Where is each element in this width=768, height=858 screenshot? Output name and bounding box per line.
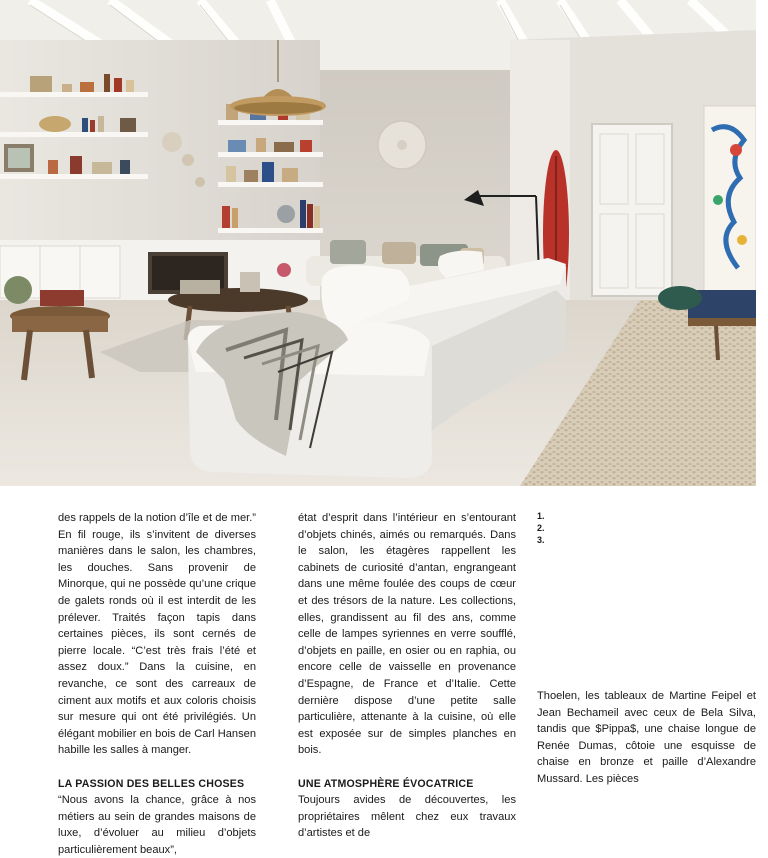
text-column-3 — [537, 510, 756, 788]
list-item: 2. — [537, 523, 545, 533]
body-paragraph: des rappels de la notion d’île et de mer.” En fil rouge, ils s’invitent de diverses manières dans le salon, les chambres, les douches. Sans provenir de Minorque, qui ne possède qu’une crique de galets ronds où il est interdit de les prélever. Traités façon tapis dans certaines pièces, ils sont cernés de pierre locale. “C’est très frais l’été et assez doux.” Dans la cuisine, en revanche, ce sont des carreaux de ciment aux motifs et aux coloris choisis sur mesure qui ont été privilégiés. Un élégant mobilier en bois de Carl Hansen habille les salles à manger. — [58, 512, 256, 757]
body-paragraph: état d’esprit dans l’intérieur en s’entourant d’objets chinés, aimés ou remarqués. Dans le salon, les étagères rappellent les cabinets de curiosité d’antan, engrangeant dans une même foulée des coups de cœur et des trésors de la nature. Les collections, elles, grandissent au fil des ans, comme celle de lampes syriennes en verre soufflé, d’objets en paille, en osier ou en raphia, ou encore celle de vaisselle en provenance d’Espagne, de France et d’Italie. Cette dernière dispose d’une petite salle particulière, attenante à la cuisine, où elle est exposée sur de simples planches en bois. — [298, 512, 516, 757]
numbered-caption-list — [537, 510, 756, 546]
text-column-1 — [58, 510, 256, 858]
body-paragraph: Thoelen, les tableaux de Martine Feipel et Jean Bechameil avec ceux de Bela Silva, tandis que $Pippa$, une chaise longue de Renée Dumas, côtoie une esquisse de chaise en bronze et paille d’Alexandre Mussard. Les pièces — [537, 690, 756, 785]
section-heading: LA PASSION DES BELLES CHOSES — [58, 777, 245, 790]
body-paragraph: “Nous avons la chance, grâce à nos métiers au sein de grandes maisons de luxe, d’évoluer au milieu d’objets particulièrement beaux”, — [58, 794, 256, 856]
list-item: 1. — [537, 511, 545, 521]
body-paragraph: Toujours avides de découvertes, les propriétaires mêlent chez eux travaux d’artistes et de — [298, 794, 516, 840]
text-column-2 — [298, 510, 516, 842]
list-item: 3. — [537, 535, 545, 545]
section-heading: UNE ATMOSPHÈRE ÉVOCATRICE — [298, 777, 474, 790]
